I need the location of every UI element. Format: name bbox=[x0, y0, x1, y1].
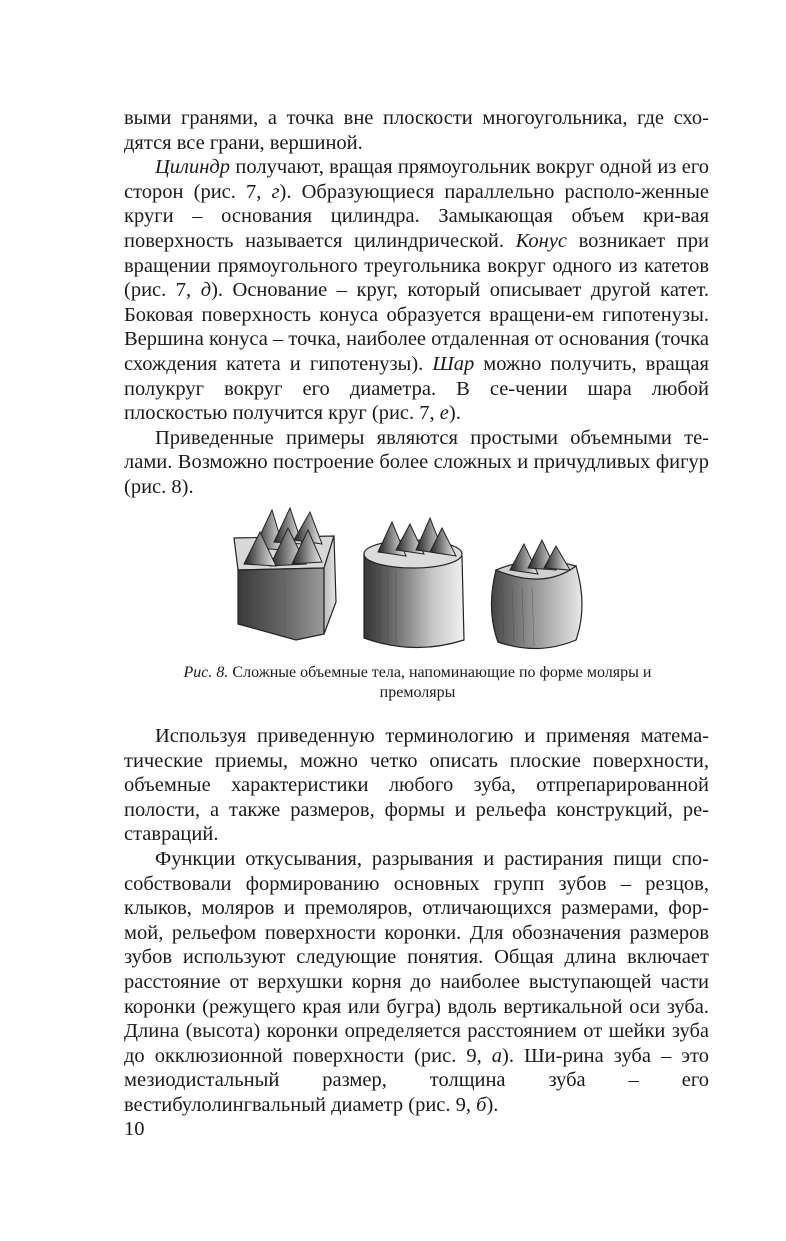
text-run: ). bbox=[486, 1093, 499, 1116]
figure-8-illustration bbox=[124, 506, 709, 656]
paragraph bbox=[124, 724, 709, 847]
paragraph bbox=[124, 426, 709, 500]
text-run: Приведенные примеры являются простыми объемными те-лами. Возможно построение более сложных и причудливых фигур (рис. 8). bbox=[124, 426, 709, 498]
text-run: выми гранями, а точка вне плоскости многоугольника, где схо-дятся все грани, вершиной. bbox=[124, 107, 709, 154]
top-text-block bbox=[124, 106, 709, 500]
figure-caption bbox=[150, 663, 685, 703]
cylinder-shape bbox=[364, 518, 464, 648]
barrel-shape bbox=[491, 540, 582, 649]
italic-term: д bbox=[200, 279, 212, 302]
figure-8 bbox=[124, 506, 709, 656]
text-run: получают, вращая прямоугольник вокруг одной из его сторон (рис. 7, bbox=[124, 156, 709, 203]
italic-term: б bbox=[476, 1093, 487, 1116]
text-run: Функции откусывания, разрывания и растирания пищи спо-собствовали формированию основных групп зубов – резцов, клыков, моляров и премоляров, отличающихся размерами, фор-мой, рельефом поверхности коронки. Для обозначения размеров зубов используют следующие понятия. Общая длина включает расстояние от верхушки корня до наиболее выступающей части коронки (режущего края или бугра) вдоль вертикальной оси зуба. Длина (высота) коронки определяется расстоянием от шейки зуба до окклюзионной поверхности (рис. 9, bbox=[124, 847, 709, 1067]
page-number: 10 bbox=[124, 1118, 145, 1140]
bottom-text-block bbox=[124, 724, 709, 1118]
italic-term: Цилиндр bbox=[155, 156, 231, 179]
cube-shape bbox=[234, 508, 336, 640]
text-run: ). bbox=[448, 402, 461, 425]
italic-term: е bbox=[439, 402, 449, 425]
text-run: возникает при вращении прямоугольного треугольника вокруг одного из катетов (рис. 7, bbox=[124, 229, 710, 302]
italic-term: г bbox=[271, 180, 280, 203]
italic-term: а bbox=[491, 1044, 503, 1067]
paragraph bbox=[124, 847, 709, 1118]
italic-term: Конус bbox=[515, 229, 568, 252]
text-run: Используя приведенную терминологию и применяя матема-тические приемы, можно четко описать плоские поверхности, объемные характеристики любого зуба, отпрепарированной полости, а также размеров, формы и рельефа конструкций, ре-ставраций. bbox=[124, 725, 709, 846]
text-run: ). Ши-рина зуба – это мезиодистальный размер, толщина зуба – его вестибулолингвальный диаметр (рис. 9, bbox=[124, 1044, 709, 1116]
caption-text: Сложные объемные тела, напоминающие по форме моляры и премоляры bbox=[228, 664, 652, 701]
caption-label: Рис. 8. bbox=[183, 664, 229, 681]
text-run: ). Образующиеся параллельно располо-женные круги – основания цилиндра. Замыкающая объем кри-вая поверхность называется цилиндрической. bbox=[124, 180, 709, 252]
text-run: можно получить, вращая полукруг вокруг его диаметра. В се-чении шара любой плоскостью получится круг (рис. 7, bbox=[124, 352, 709, 425]
text-run: ). Основание – круг, который описывает другой катет. Боковая поверхность конуса образуется вращени-ем гипотенузы. Вершина конуса – точка, наиболее отдаленная от основания (точка схождения катета и гипотенузы). bbox=[124, 279, 710, 375]
italic-term: Шар bbox=[432, 352, 475, 375]
paragraph bbox=[124, 155, 709, 426]
paragraph bbox=[124, 106, 709, 155]
